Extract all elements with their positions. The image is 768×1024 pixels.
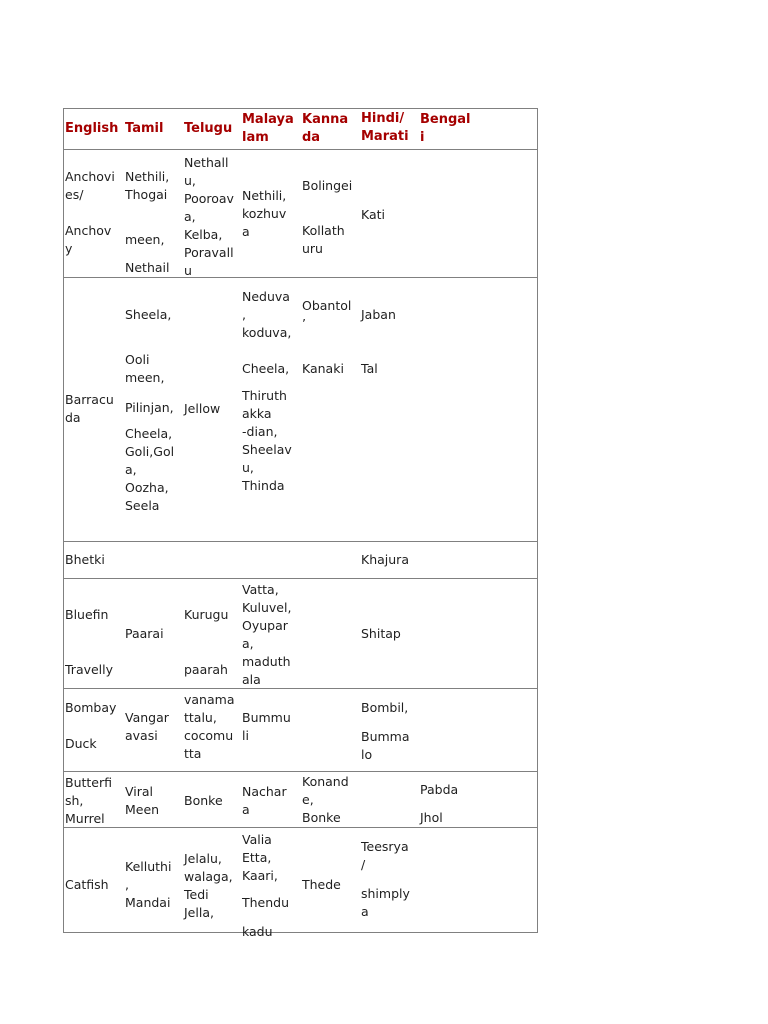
cell-telugu: Jelalu, walaga, Tedi Jella, [184, 851, 233, 920]
table-row-bhetki [64, 541, 537, 578]
cell-malayalam: Thendu [242, 895, 290, 910]
cell-tamil: Nethili, Thogai [125, 169, 170, 202]
cell-hindi: Teesrya / [361, 839, 409, 872]
cell-english: Bluefin [65, 607, 109, 622]
cell-hindi: Kati [361, 207, 386, 222]
fish-names-table [63, 108, 538, 939]
cell-tamil: Viral Meen [125, 784, 160, 817]
cell-english: Bhetki [65, 552, 105, 567]
cell-kannada: Obantol ’ [302, 298, 352, 331]
table-row-bombay-duck [64, 688, 537, 771]
cell-kannada: Thede [302, 877, 341, 892]
cell-tamil: Pilinjan, [125, 400, 174, 415]
cell-bengali: Jhol [420, 810, 443, 825]
cell-kannada: Bolingei [302, 178, 353, 193]
cell-malayalam: Thiruth akka -dian, Sheelav u, Thinda [242, 388, 292, 493]
header-telugu: Telugu [184, 121, 233, 136]
cell-hindi: Tal [361, 361, 378, 376]
table-header-row [64, 109, 537, 149]
cell-kannada: Kanaki [302, 361, 344, 376]
cell-tamil: Sheela, [125, 307, 172, 322]
header-malayalam: Malaya lam [242, 112, 294, 145]
cell-tamil: Nethail [125, 260, 170, 275]
cell-telugu: vanama ttalu, cocomu tta [184, 692, 235, 761]
header-tamil: Tamil [125, 121, 164, 136]
cell-hindi: Bumma lo [361, 729, 410, 762]
cell-telugu: Nethall u, Pooroav a, Kelba, Poravall u [184, 155, 234, 278]
cell-english: Barracu da [65, 392, 114, 425]
cell-english: Butterfi sh, Murrel [65, 775, 113, 826]
cell-telugu: Bonke [184, 793, 223, 808]
table-row-bluefin [64, 578, 537, 688]
cell-telugu: Jellow [184, 401, 221, 416]
table-row-barracuda [64, 277, 537, 541]
header-kannada: Kanna da [302, 112, 349, 145]
cell-malayalam: Vatta, Kuluvel, Oyupar a, maduth ala [242, 582, 292, 687]
cell-english: Bombay [65, 700, 117, 715]
header-bengali: Bengal i [420, 112, 471, 145]
cell-kannada: Kollath uru [302, 223, 345, 256]
cell-malayalam: Nachar a [242, 784, 287, 817]
cell-tamil: Vangar avasi [125, 710, 169, 743]
cell-hindi: Shitap [361, 626, 401, 641]
cell-english: Travelly [65, 662, 114, 677]
table-row-butterfish [64, 771, 537, 827]
cell-malayalam: Cheela, [242, 361, 290, 376]
cell-telugu: Kurugu [184, 607, 229, 622]
cell-english: Anchovi es/ Anchov y [65, 169, 115, 256]
cell-telugu: paarah [184, 662, 228, 677]
cell-malayalam: Nethili, kozhuv a [242, 188, 287, 239]
table-row-anchovies [64, 149, 537, 277]
cell-malayalam: Neduva , koduva, [242, 289, 292, 340]
header-english: English [65, 121, 119, 136]
cell-hindi: Khajura [361, 552, 409, 567]
cell-kannada: Konand e, Bonke [302, 774, 349, 825]
cell-hindi: Jaban [361, 307, 396, 322]
cell-bengali: Pabda [420, 782, 459, 797]
cell-malayalam: Valia Etta, Kaari, [242, 832, 278, 883]
header-hindi-marati: Hindi/ Marati [361, 111, 409, 144]
cell-english: Duck [65, 736, 97, 751]
cell-malayalam: kadu [242, 924, 273, 939]
cell-hindi: shimply a [361, 886, 410, 919]
cell-tamil: Paarai [125, 626, 164, 641]
cell-hindi: Bombil, [361, 700, 409, 715]
cell-malayalam: Bummu li [242, 710, 291, 743]
cell-tamil: Cheela, Goli,Gol a, Oozha, Seela [125, 426, 175, 513]
table-row-catfish [64, 827, 537, 939]
cell-tamil: Kelluthi , Mandai [125, 859, 172, 910]
cell-tamil: Ooli meen, [125, 352, 165, 385]
cell-tamil: meen, [125, 232, 165, 247]
cell-english: Catfish [65, 877, 109, 892]
